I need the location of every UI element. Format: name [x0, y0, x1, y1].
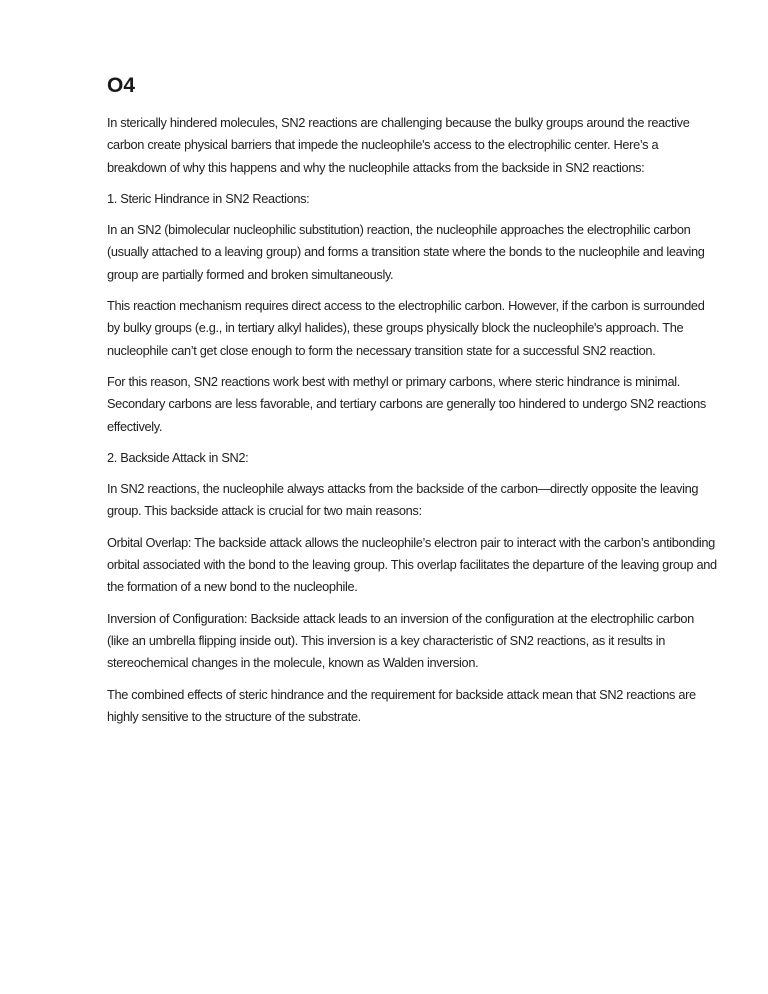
paragraph-steric-blocking: This reaction mechanism requires direct access to the electrophilic carbon. However, if the carbon is surrounded by bulky groups (e.g., in tertiary alkyl halides), these groups physically block the nucleophile's approach. The nucleophile can’t get close enough to form the necessary transition state for a successful SN2 reaction.	[107, 298, 705, 358]
paragraph-sn2-mechanism: In an SN2 (bimolecular nucleophilic substitution) reaction, the nucleophile approaches the electrophilic carbon (usually attached to a leaving group) and forms a transition state where the bonds to the nucleophile and leaving group are partially formed and broken simultaneously.	[107, 222, 705, 282]
paragraph-conclusion: The combined effects of steric hindrance and the requirement for backside attack mean that SN2 reactions are highly sensitive to the structure of the substrate.	[107, 686, 696, 724]
paragraph-orbital-overlap: Orbital Overlap: The backside attack allows the nucleophile’s electron pair to interact with the carbon’s antibonding orbital associated with the bond to the leaving group. This overlap facilitates the departure of the leaving group and the formation of a new bond to the nucleophile.	[107, 534, 717, 595]
document-body	[107, 112, 717, 728]
document-title: O4	[107, 74, 136, 97]
paragraph-backside-intro: In SN2 reactions, the nucleophile always attacks from the backside of the carbon—directly opposite the leaving group. This backside attack is crucial for two main reasons:	[107, 481, 699, 519]
heading-steric-hindrance: 1. Steric Hindrance in SN2 Reactions:	[107, 190, 310, 206]
paragraph-inversion-configuration: Inversion of Configuration: Backside attack leads to an inversion of the configuration at the electrophilic carbon (like an umbrella flipping inside out). This inversion is a key characteristic of SN2 reactions, as it results in stereochemical changes in the molecule, known as Walden inversion.	[107, 610, 694, 671]
paragraph-carbon-reactivity: For this reason, SN2 reactions work best with methyl or primary carbons, where steric hindrance is minimal. Secondary carbons are less favorable, and tertiary carbons are generally too hindered to undergo SN2 reactions effectively.	[107, 373, 706, 434]
paragraph-intro: In sterically hindered molecules, SN2 reactions are challenging because the bulky groups around the reactive carbon create physical barriers that impede the nucleophile's access to the electrophilic center. Here’s a breakdown of why this happens and why the nucleophile attacks from the backside in SN2 reactions:	[107, 115, 690, 175]
heading-backside-attack: 2. Backside Attack in SN2:	[107, 449, 249, 465]
